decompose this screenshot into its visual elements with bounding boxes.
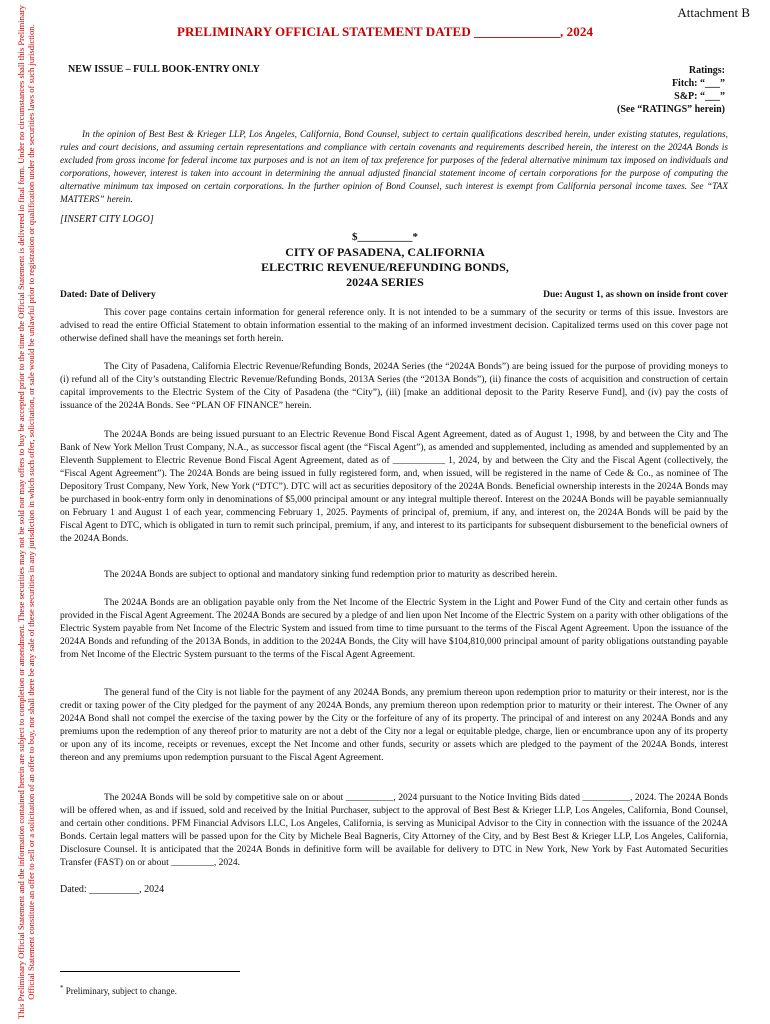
attachment-label: Attachment B <box>677 5 750 20</box>
due-label: Due: August 1, as shown on inside front cover <box>543 290 728 300</box>
paragraph-purpose: The City of Pasadena, California Electric Revenue/Refunding Bonds, 2024A Series (the “2024A Bonds”) are being issued for the purpose of providing moneys to (i) refund all of the City’s outstanding Electric Revenue/Refunding Bonds, 2013A Series (the “2013A Bonds”), (ii) finance the costs of acquisition and construction of certain capital improvements to the Electric System of the City of Pasadena (the “City”), (iii) [make an additional deposit to the Parity Reserve Fund], and (iv) pay the costs of issuance of the 2024A Bonds. See “PLAN OF FINANCE” herein. <box>60 362 728 411</box>
dated-signature-line: Dated: __________, 2024 <box>60 884 165 895</box>
footnote-divider <box>60 971 240 972</box>
bond-counsel-opinion: In the opinion of Best Best & Krieger LLP, Los Angeles, California, Bond Counsel, subject to certain qualifications described herein, under existing statutes, regulations, rules and court decisions, and assuming certain representations and compliance with certain covenants and requirements described herein, the interest on the 2024A Bonds is excluded from gross income for federal income tax purposes and is not an item of tax preference for purposes of the federal alternative minimum tax imposed on individuals and corporations, however, interest is taken into account in determining the annual adjusted financial statement income of certain corporations for the purpose of computing the alternative minimum tax imposed on certain corporations. In the further opinion of Bond Counsel, such interest is exempt from California personal income taxes. See “TAX MATTERS” herein. <box>60 130 728 205</box>
issuer-name: CITY OF PASADENA, CALIFORNIA <box>285 245 485 259</box>
bond-name: ELECTRIC REVENUE/REFUNDING BONDS, <box>261 260 509 274</box>
paragraph-cover-note: This cover page contains certain information for general reference only. It is not intended to be a summary of the security or terms of this issue. Investors are advised to read the entire Official Statement to obtain information essential to the making of an informed investment decision. Capitalized terms used on this cover page not otherwise defined shall have the meanings set forth herein. <box>60 308 728 344</box>
dated-label: Dated: Date of Delivery <box>60 290 156 300</box>
paragraph-general-fund: The general fund of the City is not liable for the payment of any 2024A Bonds, any premium thereon upon redemption prior to maturity or their interest, nor is the credit or taxing power of the City pledged for the payment of any 2024A Bonds, any premium thereon upon redemption prior to maturity or their interest. The Owner of any 2024A Bond shall not compel the exercise of the taxing power by the City or the forfeiture of any of its property. The principal of and interest on any 2024A Bonds and any premiums upon the redemption of any thereof prior to maturity are not a debt of the City nor a legal or equitable pledge, charge, lien or encumbrance upon any of its property or upon any of its income, receipts or revenues, except the Net Income and other funds, security or assets which are pledged to the payment of the 2024A Bonds, interest thereon and any premiums upon redemption pursuant to the Fiscal Agent Agreement. <box>60 688 728 763</box>
ratings-see: (See “RATINGS” herein) <box>617 104 725 115</box>
rating-fitch: Fitch: “___” <box>671 78 725 89</box>
paragraph-redemption: The 2024A Bonds are subject to optional and mandatory sinking fund redemption prior to maturity as described herein. <box>104 570 558 580</box>
issue-heading <box>0 230 770 290</box>
ratings-label: Ratings: <box>688 65 725 76</box>
page-title: PRELIMINARY OFFICIAL STATEMENT DATED _____________, 2024 <box>176 24 594 39</box>
paragraph-security: The 2024A Bonds are an obligation payable only from the Net Income of the Electric System in the Light and Power Fund of the City and certain other funds as provided in the Fiscal Agent Agreement. The 2024A Bonds are secured by a pledge of and lien upon Net Income of the Electric System on a parity with other obligations of the Electric System payable from Net Income of the Electric System and issued from time to time pursuant to the terms of the Fiscal Agent Agreement. Upon the issuance of the 2024A Bonds and refunding of the 2013A Bonds, in addition to the 2024A Bonds, the City will have $104,810,000 principal amount of parity obligations outstanding payable from Net Income of the Electric System pursuant to the terms of the Fiscal Agent Agreement. <box>60 598 728 660</box>
paragraph-issuance: The 2024A Bonds are being issued pursuant to an Electric Revenue Bond Fiscal Agent Agreement, dated as of August 1, 1998, by and between the City and The Bank of New York Mellon Trust Company, N.A., as successor fiscal agent (the “Fiscal Agent”), as amended and supplemented, including as amended and supplemented by an Eleventh Supplement to Electric Revenue Bond Fiscal Agent Agreement, dated as of ___________ 1, 2024, by and between the City and the Fiscal Agent (collectively, the “Fiscal Agent Agreement”). The 2024A Bonds are being issued in fully registered form, and, when issued, will be registered in the name of Cede & Co., as nominee of The Depository Trust Company, New York, New York (“DTC”). DTC will act as securities depository of the 2024A Bonds. Beneficial ownership interests in the 2024A Bonds may be purchased in book-entry form only in denominations of $5,000 principal amount or any integral multiple thereof. Interest on the 2024A Bonds will be payable semiannually on February 1 and August 1 of each year, commencing February 1, 2025. Payments of principal of, premium, if any, and interest on, the 2024A Bonds will be paid by the Fiscal Agent to DTC, which is obligated in turn to remit such principal, premium, if any, and interest to its participants for subsequent disbursement to the beneficial owners of the 2024A Bonds. <box>60 430 728 544</box>
series-name: 2024A SERIES <box>346 275 424 289</box>
city-logo-placeholder: [INSERT CITY LOGO] <box>60 214 154 225</box>
rating-sp: S&P: “___” <box>674 91 725 102</box>
footnote: * Preliminary, subject to change. <box>60 984 177 996</box>
ratings-block <box>617 64 725 116</box>
paragraph-sale: The 2024A Bonds will be sold by competitive sale on or about __________, 2024 pursuant to the Notice Inviting Bids dated __________, 2024. The 2024A Bonds will be offered when, as and if issued, sold and received by the Initial Purchaser, subject to the approval of Best Best & Krieger LLP, Los Angeles, California, Bond Counsel, and certain other conditions. PFM Financial Advisors LLC, Los Angeles, California, is serving as Municipal Advisor to the City in connection with the issuance of the 2024A Bonds. Certain legal matters will be passed upon for the City by Michele Beal Bagneris, City Attorney of the City, and by Best Best & Krieger LLP, Los Angeles, California, Disclosure Counsel. It is anticipated that the 2024A Bonds in definitive form will be available for delivery to DTC in New York, New York by Fast Automated Securities Transfer (FAST) on or about _________, 2024. <box>60 793 728 868</box>
new-issue-label: NEW ISSUE – FULL BOOK-ENTRY ONLY <box>68 64 260 75</box>
side-disclaimer: This Preliminary Official Statement and the information contained herein are subject to completion or amendment. These securities may not be sold nor may offers to buy be accepted prior to the time the Official Statement is delivered in final form. Under no circumstances shall this Preliminary Official Statement constitute an offer to sell or a solicitation of an offer to buy, nor shall there be any sale of these securities in any jurisdiction in which such offer, solicitation, or sale would be unlawful prior to registration or qualification under the securities laws of such jurisdiction. <box>16 5 36 1019</box>
principal-amount: $__________* <box>352 231 418 243</box>
dated-due-row <box>60 290 728 300</box>
